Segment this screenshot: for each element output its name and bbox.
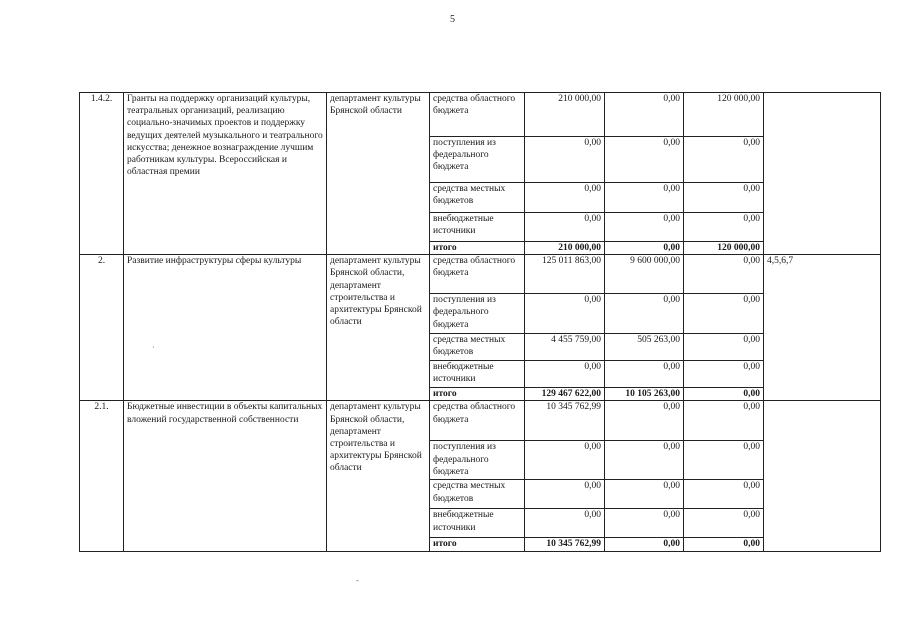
table-row xyxy=(80,401,881,441)
amount-year-1: 0,00 xyxy=(525,137,605,183)
amount-year-1: 210 000,00 xyxy=(525,93,605,137)
item-responsible: департамент культуры Брянской области xyxy=(327,93,430,255)
amount-year-3: 0,00 xyxy=(684,538,764,551)
funding-source: итого xyxy=(430,242,525,255)
item-responsible: департамент культуры Брянской области, департамент строительства и архитектуры Брянской области xyxy=(327,401,430,551)
amount-year-2: 505 263,00 xyxy=(605,334,684,361)
funding-source: поступления из федерального бюджета xyxy=(430,294,525,334)
amount-year-3: 0,00 xyxy=(684,334,764,361)
amount-year-1: 0,00 xyxy=(525,509,605,538)
scan-speck: - xyxy=(356,576,359,585)
amount-year-3: 0,00 xyxy=(684,294,764,334)
amount-year-2: 0,00 xyxy=(605,137,684,183)
item-name: Гранты на поддержку организаций культуры, театральных организаций, реализацию социально-значимых проектов и поддержку ведущих деятелей музыкального и театрального искусства; денежное вознаграждение лучшим работникам культуры. Всероссийская и областная премии xyxy=(124,93,327,255)
amount-year-2: 9 600 000,00 xyxy=(605,255,684,294)
amount-year-2: 0,00 xyxy=(605,509,684,538)
amount-year-3: 0,00 xyxy=(684,480,764,509)
scan-speck: · xyxy=(152,343,155,352)
table-row xyxy=(80,93,881,137)
item-responsible: департамент культуры Брянской области, департамент строительства и архитектуры Брянской области xyxy=(327,255,430,401)
funding-source: внебюджетные источники xyxy=(430,361,525,388)
amount-year-2: 0,00 xyxy=(605,294,684,334)
item-name: Развитие инфраструктуры сферы культуры xyxy=(124,255,327,401)
amount-year-2: 10 105 263,00 xyxy=(605,388,684,401)
amount-year-3: 120 000,00 xyxy=(684,242,764,255)
amount-year-1: 125 011 863,00 xyxy=(525,255,605,294)
amount-year-3: 0,00 xyxy=(684,401,764,441)
amount-year-2: 0,00 xyxy=(605,480,684,509)
amount-year-3: 120 000,00 xyxy=(684,93,764,137)
table-row xyxy=(80,255,881,294)
amount-year-1: 210 000,00 xyxy=(525,242,605,255)
funding-source: итого xyxy=(430,388,525,401)
funding-source: итого xyxy=(430,538,525,551)
amount-year-2: 0,00 xyxy=(605,361,684,388)
amount-year-1: 0,00 xyxy=(525,361,605,388)
amount-year-2: 0,00 xyxy=(605,183,684,213)
item-name: Бюджетные инвестиции в объекты капитальных вложений государственной собственности xyxy=(124,401,327,551)
amount-year-3: 0,00 xyxy=(684,137,764,183)
indicator-refs xyxy=(764,93,881,255)
amount-year-1: 129 467 622,00 xyxy=(525,388,605,401)
amount-year-2: 0,00 xyxy=(605,93,684,137)
amount-year-2: 0,00 xyxy=(605,242,684,255)
amount-year-3: 0,00 xyxy=(684,183,764,213)
amount-year-3: 0,00 xyxy=(684,441,764,480)
amount-year-1: 0,00 xyxy=(525,213,605,242)
amount-year-3: 0,00 xyxy=(684,388,764,401)
funding-source: средства местных бюджетов xyxy=(430,480,525,509)
amount-year-1: 4 455 759,00 xyxy=(525,334,605,361)
budget-table xyxy=(79,92,881,552)
amount-year-1: 0,00 xyxy=(525,183,605,213)
funding-source: средства местных бюджетов xyxy=(430,334,525,361)
funding-source: средства областного бюджета xyxy=(430,401,525,441)
indicator-refs xyxy=(764,401,881,551)
amount-year-1: 0,00 xyxy=(525,441,605,480)
funding-source: средства областного бюджета xyxy=(430,255,525,294)
funding-source: средства местных бюджетов xyxy=(430,183,525,213)
amount-year-1: 0,00 xyxy=(525,480,605,509)
amount-year-1: 0,00 xyxy=(525,294,605,334)
amount-year-1: 10 345 762,99 xyxy=(525,538,605,551)
item-number: 2. xyxy=(80,255,124,401)
funding-source: средства областного бюджета xyxy=(430,93,525,137)
amount-year-2: 0,00 xyxy=(605,441,684,480)
amount-year-2: 0,00 xyxy=(605,401,684,441)
amount-year-2: 0,00 xyxy=(605,213,684,242)
amount-year-3: 0,00 xyxy=(684,213,764,242)
amount-year-2: 0,00 xyxy=(605,538,684,551)
amount-year-3: 0,00 xyxy=(684,255,764,294)
funding-source: внебюджетные источники xyxy=(430,213,525,242)
indicator-refs: 4,5,6,7 xyxy=(764,255,881,401)
item-number: 2.1. xyxy=(80,401,124,551)
amount-year-1: 10 345 762,99 xyxy=(525,401,605,441)
amount-year-3: 0,00 xyxy=(684,509,764,538)
item-number: 1.4.2. xyxy=(80,93,124,255)
amount-year-3: 0,00 xyxy=(684,361,764,388)
funding-source: поступления из федерального бюджета xyxy=(430,441,525,480)
page-number: 5 xyxy=(450,14,455,25)
funding-source: поступления из федерального бюджета xyxy=(430,137,525,183)
funding-source: внебюджетные источники xyxy=(430,509,525,538)
